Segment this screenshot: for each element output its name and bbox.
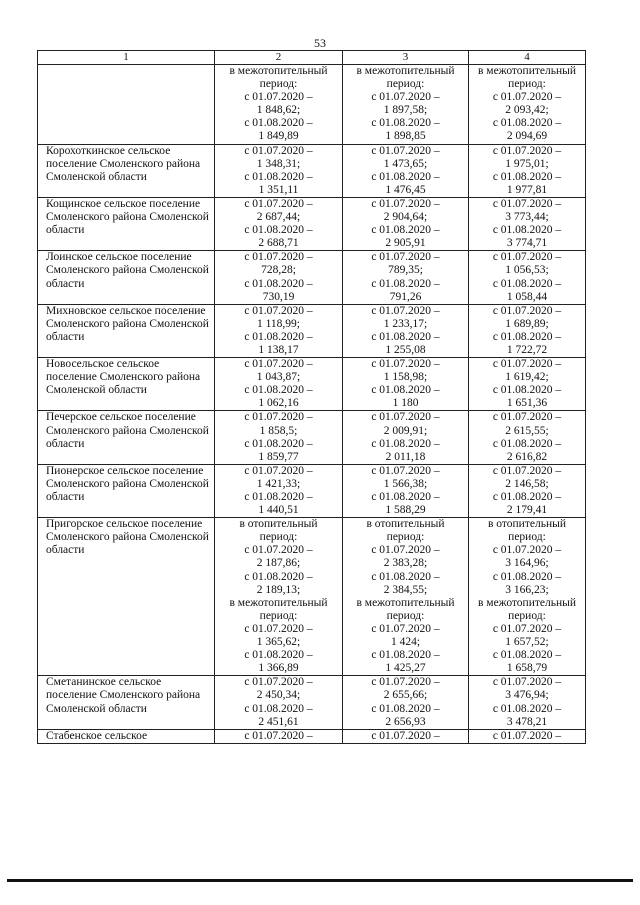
tariff-line: с 01.08.2020 – bbox=[371, 277, 440, 290]
tariff-line: 789,35; bbox=[388, 264, 423, 277]
tariff-line: 2 383,28; bbox=[383, 557, 428, 570]
tariff-line: 2 616,82 bbox=[506, 450, 548, 463]
tariff-line: 2 384,55; bbox=[383, 583, 428, 596]
tariff-line: с 01.08.2020 – bbox=[492, 649, 562, 662]
tariff-line: с 01.08.2020 – bbox=[244, 277, 313, 290]
tariff-line: с 01.07.2020 – bbox=[371, 729, 440, 742]
tariff-line: 1 848,62; bbox=[256, 104, 301, 117]
tariff-line: 3 773,44; bbox=[505, 211, 549, 224]
tariff-line: с 01.08.2020 – bbox=[371, 491, 440, 503]
tariff-line: с 01.07.2020 – bbox=[244, 676, 313, 689]
tariff-line: с 01.08.2020 – bbox=[492, 384, 562, 397]
tariff-line: с 01.07.2020 – bbox=[492, 251, 562, 264]
tariff-cell bbox=[215, 65, 343, 145]
tariff-line: с 01.07.2020 – bbox=[244, 197, 313, 210]
tariff-cell bbox=[215, 144, 343, 197]
tariff-line: с 01.08.2020 – bbox=[492, 491, 562, 503]
tariff-line: с 01.07.2020 – bbox=[492, 622, 562, 635]
tariff-table bbox=[37, 50, 586, 744]
tariff-line: с 01.07.2020 – bbox=[492, 91, 562, 104]
tariff-line: с 01.08.2020 – bbox=[371, 117, 440, 130]
tariff-line: 1 657,52; bbox=[505, 636, 549, 649]
tariff-line: с 01.07.2020 – bbox=[492, 304, 562, 317]
tariff-line: 1 158,98; bbox=[383, 371, 428, 384]
tariff-line: 1 689,89; bbox=[505, 317, 549, 330]
tariff-line: 1 898,85 bbox=[385, 130, 426, 143]
tariff-line: 1 473,65; bbox=[383, 157, 428, 170]
tariff-line: 1 977,81 bbox=[506, 183, 548, 196]
table-row bbox=[38, 464, 586, 517]
tariff-line: в межотопительный bbox=[477, 65, 577, 77]
tariff-line: с 01.07.2020 – bbox=[244, 251, 313, 264]
tariff-line: с 01.07.2020 – bbox=[492, 197, 562, 210]
settlement-name: Печерское сельское поселение Смоленского района Смоленской области bbox=[38, 411, 215, 464]
settlement-name: Пригорское сельское поселение Смоленского района Смоленской области bbox=[38, 518, 215, 676]
tariff-line: 3 166,23; bbox=[505, 583, 549, 596]
tariff-cell bbox=[469, 65, 586, 145]
tariff-line: с 01.07.2020 – bbox=[492, 544, 562, 557]
tariff-line: с 01.08.2020 – bbox=[371, 224, 440, 237]
tariff-cell bbox=[469, 197, 586, 250]
tariff-cell bbox=[343, 464, 469, 517]
tariff-line: 2 094,69 bbox=[506, 130, 548, 143]
tariff-cell bbox=[343, 518, 469, 676]
tariff-line: 1 365,62; bbox=[256, 636, 301, 649]
tariff-line: с 01.07.2020 – bbox=[371, 91, 440, 104]
tariff-line: с 01.07.2020 – bbox=[371, 144, 440, 157]
tariff-cell bbox=[469, 251, 586, 304]
tariff-line: 1 421,33; bbox=[256, 477, 301, 490]
tariff-line: 2 451,61 bbox=[258, 715, 299, 728]
tariff-cell bbox=[215, 251, 343, 304]
tariff-line: 1 366,89 bbox=[258, 662, 299, 675]
tariff-line: 1 440,51 bbox=[258, 504, 299, 517]
tariff-line: в отопительный bbox=[239, 518, 318, 531]
tariff-line: с 01.07.2020 – bbox=[371, 464, 440, 477]
tariff-cell bbox=[343, 144, 469, 197]
tariff-line: с 01.07.2020 – bbox=[371, 544, 440, 557]
tariff-cell bbox=[343, 358, 469, 411]
table-row bbox=[38, 676, 586, 729]
tariff-line: период: bbox=[508, 609, 546, 622]
tariff-line: с 01.07.2020 – bbox=[244, 622, 313, 635]
tariff-line: с 01.07.2020 – bbox=[371, 622, 440, 635]
tariff-cell bbox=[343, 411, 469, 464]
tariff-line: с 01.07.2020 – bbox=[244, 358, 313, 371]
tariff-line: 1 138,17 bbox=[258, 343, 299, 356]
tariff-line: 1 043,87; bbox=[256, 371, 301, 384]
tariff-line: 1 351,11 bbox=[258, 183, 299, 196]
tariff-line: 2 450,34; bbox=[256, 689, 301, 702]
tariff-cell bbox=[215, 464, 343, 517]
tariff-line: период: bbox=[386, 78, 425, 91]
tariff-line: в межотопительный bbox=[356, 596, 455, 609]
table-row bbox=[38, 144, 586, 197]
tariff-line: с 01.07.2020 – bbox=[244, 411, 313, 424]
tariff-line: 2 904,64; bbox=[383, 211, 428, 224]
tariff-line: с 01.07.2020 – bbox=[371, 251, 440, 264]
tariff-line: с 01.08.2020 – bbox=[244, 491, 313, 503]
tariff-line: период: bbox=[259, 609, 298, 622]
tariff-line: с 01.08.2020 – bbox=[371, 570, 440, 583]
tariff-line: с 01.08.2020 – bbox=[244, 330, 313, 343]
table-row bbox=[38, 518, 586, 676]
tariff-line: с 01.08.2020 – bbox=[371, 384, 440, 397]
column-header: 3 bbox=[343, 51, 469, 65]
tariff-cell bbox=[469, 518, 586, 676]
tariff-line: 1 255,08 bbox=[385, 343, 426, 356]
tariff-line: 1 858,5; bbox=[259, 424, 298, 437]
tariff-line: 1 897,58; bbox=[383, 104, 428, 117]
tariff-cell bbox=[469, 304, 586, 357]
table-row bbox=[38, 304, 586, 357]
tariff-line: с 01.08.2020 – bbox=[371, 330, 440, 343]
tariff-line: с 01.07.2020 – bbox=[371, 411, 440, 424]
tariff-line: период: bbox=[259, 78, 298, 91]
tariff-cell bbox=[343, 304, 469, 357]
tariff-line: 2 655,66; bbox=[383, 689, 428, 702]
tariff-line: с 01.08.2020 – bbox=[244, 170, 313, 183]
tariff-line: с 01.07.2020 – bbox=[244, 544, 313, 557]
tariff-cell bbox=[215, 729, 343, 743]
tariff-cell bbox=[469, 729, 586, 743]
table-row bbox=[38, 411, 586, 464]
table-row bbox=[38, 729, 586, 743]
tariff-line: 1 849,89 bbox=[258, 130, 299, 143]
tariff-line: 1 588,29 bbox=[385, 504, 426, 517]
tariff-cell bbox=[343, 676, 469, 729]
tariff-line: период: bbox=[386, 609, 425, 622]
table-row bbox=[38, 65, 586, 145]
tariff-line: в межотопительный bbox=[229, 65, 328, 77]
table-row bbox=[38, 197, 586, 250]
tariff-line: 2 189,13; bbox=[256, 583, 301, 596]
tariff-line: с 01.08.2020 – bbox=[244, 570, 313, 583]
tariff-line: 3 774,71 bbox=[506, 237, 548, 250]
tariff-line: период: bbox=[386, 531, 425, 544]
tariff-cell bbox=[215, 411, 343, 464]
tariff-cell bbox=[343, 65, 469, 145]
tariff-line: с 01.08.2020 – bbox=[371, 649, 440, 662]
tariff-cell bbox=[469, 464, 586, 517]
tariff-line: 2 009,91; bbox=[383, 424, 428, 437]
tariff-line: с 01.08.2020 – bbox=[492, 570, 562, 583]
tariff-line: 1 425,27 bbox=[385, 662, 426, 675]
tariff-line: с 01.08.2020 – bbox=[492, 224, 562, 237]
tariff-line: 2 187,86; bbox=[256, 557, 301, 570]
tariff-line: с 01.08.2020 – bbox=[244, 224, 313, 237]
tariff-line: 2 905,91 bbox=[385, 237, 426, 250]
tariff-cell bbox=[215, 518, 343, 676]
settlement-name bbox=[38, 65, 215, 145]
tariff-line: 2 146,58; bbox=[505, 477, 549, 490]
tariff-line: 1 859,77 bbox=[258, 450, 299, 463]
tariff-line: период: bbox=[508, 531, 546, 544]
tariff-line: с 01.07.2020 – bbox=[244, 91, 313, 104]
tariff-line: 2 179,41 bbox=[506, 504, 548, 517]
tariff-line: 1 056,53; bbox=[505, 264, 549, 277]
settlement-name: Михновское сельское поселение Смоленского района Смоленской области bbox=[38, 304, 215, 357]
column-header: 2 bbox=[215, 51, 343, 65]
tariff-cell bbox=[215, 304, 343, 357]
tariff-cell bbox=[343, 197, 469, 250]
tariff-line: 1 658,79 bbox=[506, 662, 548, 675]
tariff-line: с 01.08.2020 – bbox=[492, 117, 562, 130]
tariff-line: с 01.07.2020 – bbox=[371, 304, 440, 317]
tariff-line: 728,28; bbox=[261, 264, 296, 277]
tariff-line: с 01.08.2020 – bbox=[244, 384, 313, 397]
tariff-line: с 01.07.2020 – bbox=[492, 411, 562, 424]
tariff-line: 1 975,01; bbox=[505, 157, 549, 170]
tariff-line: с 01.07.2020 – bbox=[492, 144, 562, 157]
tariff-line: 1 722,72 bbox=[506, 343, 548, 356]
tariff-cell bbox=[469, 358, 586, 411]
tariff-line: с 01.07.2020 – bbox=[244, 729, 313, 742]
tariff-line: с 01.08.2020 – bbox=[244, 649, 313, 662]
tariff-line: с 01.08.2020 – bbox=[371, 170, 440, 183]
tariff-line: 1 476,45 bbox=[385, 183, 426, 196]
table-row bbox=[38, 251, 586, 304]
tariff-line: с 01.07.2020 – bbox=[244, 144, 313, 157]
tariff-line: с 01.07.2020 – bbox=[244, 464, 313, 477]
tariff-line: 3 478,21 bbox=[506, 715, 548, 728]
tariff-line: с 01.08.2020 – bbox=[492, 170, 562, 183]
tariff-cell bbox=[215, 197, 343, 250]
tariff-cell bbox=[469, 411, 586, 464]
tariff-line: с 01.07.2020 – bbox=[492, 464, 562, 477]
footer-rule bbox=[7, 879, 633, 882]
tariff-line: в межотопительный bbox=[229, 596, 328, 609]
column-header: 4 bbox=[469, 51, 586, 65]
tariff-line: 1 233,17; bbox=[383, 317, 428, 330]
tariff-line: с 01.07.2020 – bbox=[371, 676, 440, 689]
tariff-line: с 01.08.2020 – bbox=[371, 437, 440, 450]
tariff-line: 1 062,16 bbox=[258, 397, 299, 410]
settlement-name: Кощинское сельское поселение Смоленского района Смоленской области bbox=[38, 197, 215, 250]
tariff-line: в отопительный bbox=[366, 518, 445, 531]
tariff-line: 1 566,38; bbox=[383, 477, 428, 490]
tariff-line: с 01.08.2020 – bbox=[244, 702, 313, 715]
tariff-line: 1 180 bbox=[392, 397, 419, 410]
tariff-line: в отопительный bbox=[488, 518, 566, 531]
tariff-line: 2 656,93 bbox=[385, 715, 426, 728]
tariff-line: 1 651,36 bbox=[506, 397, 548, 410]
settlement-name: Пионерское сельское поселение Смоленского района Смоленской области bbox=[38, 464, 215, 517]
tariff-line: 1 424; bbox=[390, 636, 421, 649]
tariff-line: 3 476,94; bbox=[505, 689, 549, 702]
tariff-line: с 01.08.2020 – bbox=[371, 702, 440, 715]
tariff-line: 2 093,42; bbox=[505, 104, 549, 117]
settlement-name: Сметанинское сельское поселение Смоленского района Смоленской области bbox=[38, 676, 215, 729]
tariff-line: период: bbox=[508, 78, 546, 91]
tariff-line: 791,26 bbox=[389, 290, 422, 303]
tariff-line: 2 688,71 bbox=[258, 237, 299, 250]
tariff-cell bbox=[469, 144, 586, 197]
tariff-line: 2 687,44; bbox=[256, 211, 301, 224]
tariff-line: 1 058,44 bbox=[506, 290, 548, 303]
tariff-line: с 01.08.2020 – bbox=[492, 702, 562, 715]
tariff-cell bbox=[343, 729, 469, 743]
tariff-line: с 01.08.2020 – bbox=[244, 437, 313, 450]
header-row bbox=[38, 51, 586, 65]
tariff-line: 1 619,42; bbox=[505, 371, 549, 384]
tariff-line: 1 118,99; bbox=[256, 317, 301, 330]
tariff-line: 1 348,31; bbox=[256, 157, 301, 170]
tariff-line: 2 011,18 bbox=[385, 450, 426, 463]
tariff-line: с 01.08.2020 – bbox=[492, 330, 562, 343]
tariff-cell bbox=[343, 251, 469, 304]
tariff-line: с 01.07.2020 – bbox=[492, 729, 562, 742]
tariff-line: 3 164,96; bbox=[505, 557, 549, 570]
tariff-line: 2 615,55; bbox=[505, 424, 549, 437]
settlement-name: Корохоткинское сельское поселение Смоленского района Смоленской области bbox=[38, 144, 215, 197]
tariff-line: с 01.07.2020 – bbox=[492, 358, 562, 371]
table-row bbox=[38, 358, 586, 411]
settlement-name: Новосельское сельское поселение Смоленского района Смоленской области bbox=[38, 358, 215, 411]
tariff-line: с 01.07.2020 – bbox=[492, 676, 562, 689]
settlement-name: Лоинское сельское поселение Смоленского района Смоленской области bbox=[38, 251, 215, 304]
tariff-line: с 01.07.2020 – bbox=[371, 358, 440, 371]
tariff-line: с 01.07.2020 – bbox=[244, 304, 313, 317]
column-header: 1 bbox=[38, 51, 215, 65]
tariff-line: в межотопительный bbox=[477, 596, 577, 609]
tariff-cell bbox=[215, 676, 343, 729]
tariff-line: с 01.08.2020 – bbox=[492, 277, 562, 290]
tariff-line: 730,19 bbox=[262, 290, 295, 303]
tariff-cell bbox=[469, 676, 586, 729]
tariff-line: с 01.08.2020 – bbox=[244, 117, 313, 130]
page-number: 53 bbox=[314, 36, 326, 50]
tariff-line: в межотопительный bbox=[356, 65, 455, 77]
tariff-line: с 01.07.2020 – bbox=[371, 197, 440, 210]
tariff-line: период: bbox=[259, 531, 298, 544]
tariff-cell bbox=[215, 358, 343, 411]
settlement-name: Стабенское сельское bbox=[38, 729, 215, 743]
tariff-line: с 01.08.2020 – bbox=[492, 437, 562, 450]
